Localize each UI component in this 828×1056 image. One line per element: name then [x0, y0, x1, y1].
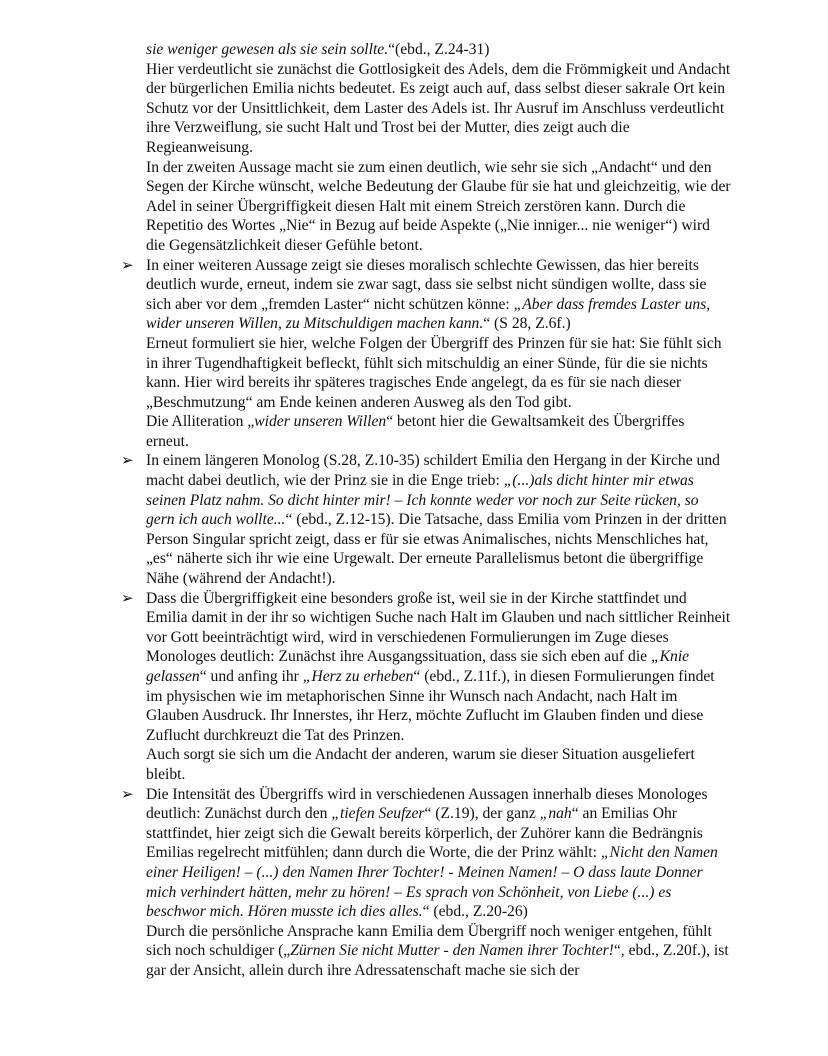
bullet-arrow-icon: ➢ [121, 451, 134, 470]
bullet-arrow-icon: ➢ [121, 784, 134, 803]
bullet-item-1-text: In einer weiteren Aussage zeigt sie dieses moralisch schlechte Gewissen, das hier bereits deutlich wurde, erneut, indem sie zwar sagt, dass sie selbst nicht sündigen wollte, dass sie sich aber vor dem „fremden Laster“ nicht schützen könne: „Aber dass fremdes Laster uns, wider unseren Willen, zu Mitschuldigen machen kann.“ (S 28, Z.6f.) [146, 256, 711, 333]
italic-quote: „Nicht den Namen einer Heiligen! – (...) den Namen Ihrer Tochter! - Meinen Namen! – O dass laute Donner mich verhindert hätten, mehr zu hören! – Es sprach von Schönheit, von Liebe (...) es beschwor mich. Hören musste ich dies alles. [146, 844, 718, 921]
bullet-item-1-paragraph-3: Die Alliteration „wider unseren Willen“ betont hier die Gewaltsamkeit des Übergriffes erneut. [146, 413, 685, 450]
document-body [121, 40, 731, 981]
bullet-arrow-icon: ➢ [121, 588, 134, 607]
bullet-arrow-icon: ➢ [121, 255, 134, 274]
bullet-item-4 [121, 785, 731, 981]
italic-quote: „nah [539, 805, 572, 823]
bullet-item-2-text: In einem längeren Monolog (S.28, Z.10-35) schildert Emilia den Hergang in der Kirche und macht dabei deutlich, wie der Prinz sie in die Enge trieb: „(...)als dicht hinter mir etwas seinen Platz nahm. So dicht hinter mir! – Ich konnte weder vor noch zur Seite rücken, so gern ich auch wollte...“ (ebd., Z.12-15). Die Tatsache, dass Emilia vom Prinzen in der dritten Person Singular spricht zeigt, dass er für sie etwas Animalisches, nichts Menschliches hat, „es“ näherte sich ihr wie eine Urgewalt. Der erneute Parallelismus betont die übergriffige Nähe (während der Andacht!). [146, 452, 727, 588]
bullet-item-4-text: Die Intensität des Übergriffs wird in verschiedenen Aussagen innerhalb dieses Monologes deutlich: Zunächst durch den „tiefen Seufzer“ (Z.19), der ganz „nah“ an Emilias Ohr stattfindet, hier zeigt sich die Gewalt bereits körperlich, der Zuhörer kann die Bedrängnis Emilias regelrecht mitfühlen; dann durch die Worte, die der Prinz wählt: „Nicht den Namen einer Heiligen! – (...) den Namen Ihrer Tochter! - Meinen Namen! – O dass laute Donner mich verhindert hätten, mehr zu hören! – Es sprach von Schönheit, von Liebe (...) es beschwor mich. Hören musste ich dies alles.“ (ebd., Z.20-26) [146, 785, 718, 921]
bullet-item-1 [121, 256, 731, 452]
italic-quote: Zürnen Sie nicht Mutter - den Namen ihrer Tochter! [290, 942, 614, 960]
italic-quote: „(...)als dicht hinter mir etwas seinen Platz nahm. So dicht hinter mir! – Ich konnte weder vor noch zur Seite rücken, so gern ich auch wollte... [146, 472, 699, 529]
analysis-paragraph-2: In der zweiten Aussage macht sie zum einen deutlich, wie sehr sie sich „Andacht“ und den Segen der Kirche wünscht, welche Bedeutung der Glaube für sie hat und gleichzeitig, wie der Adel in seiner Übergriffigkeit diesen Halt mit einem Streich zerstören kann. Durch die Repetitio des Wortes „Nie“ in Bezug auf beide Aspekte („Nie inniger... nie weniger“) wird die Gegensätzlichkeit dieser Gefühle betont. [146, 158, 731, 254]
bullet-item-1-paragraph-2: Erneut formuliert sie hier, welche Folgen der Übergriff des Prinzen für sie hat: Sie fühlt sich in ihrer Tugendhaftigkeit befleckt, fühlt sich mitschuldig an einer Sünde, für die sie nichts kann. Hier wird bereits ihr späteres tragisches Ende angelegt, da es für sie nach dieser „Beschmutzung“ am Ende keinen anderen Ausweg als den Tod gibt. [146, 334, 722, 411]
italic-quote: „Herz zu erheben [302, 668, 414, 685]
bullet-item-3-text: Dass die Übergriffigkeit eine besonders große ist, weil sie in der Kirche stattfindet und Emilia damit in der ihr so wichtigen Suche nach Halt im Glauben und nach sittlicher Reinheit vor Gott beeinträchtigt wird, wird in verschiedenen Formulierungen im Zuge dieses Monologes deutlich: Zunächst ihre Ausgangssituation, dass sie sich eben auf die „Knie gelassen“ und anfing ihr „Herz zu erheben“ (ebd., Z.11f.), in diesen Formulierungen findet im physischen wie im metaphorischen Sinne ihr Wunsch nach Andacht, nach Halt im Glauben Ausdruck. Ihr Innerstes, ihr Herz, möchte Zuflucht im Glauben finden und diese Zuflucht durchkreuzt die Tat des Prinzen. [146, 589, 731, 744]
analysis-paragraph-1: Hier verdeutlicht sie zunächst die Gottlosigkeit des Adels, dem die Frömmigkeit und Andacht der bürgerlichen Emilia nichts bedeutet. Es zeigt auch auf, dass selbst dieser sakrale Ort kein Schutz vor der Unsittlichkeit, dem Laster des Adels ist. Ihr Ausruf im Anschluss verdeutlicht ihre Verzweiflung, sie sucht Halt und Trost bei der Mutter, dies zeigt auch die Regieanweisung. [146, 60, 731, 156]
bullet-item-2 [121, 451, 731, 588]
italic-quote: „tiefen Seufzer [331, 805, 425, 823]
bullet-item-3 [121, 589, 731, 785]
quote-continuation [121, 40, 731, 60]
bullet-item-3-paragraph-2: Auch sorgt sie sich um die Andacht der anderen, warum sie dieser Situation ausgeliefert bleibt. [146, 746, 695, 783]
italic-quote: wider unseren Willen [254, 413, 387, 431]
bullet-item-4-paragraph-2: Durch die persönliche Ansprache kann Emilia dem Übergriff noch weniger entgehen, fühlt sich noch schuldiger („Zürnen Sie nicht Mutter - den Namen ihrer Tochter!“, ebd., Z.20f.), ist gar der Ansicht, allein durch ihre Adressatenschaft mache sie sich der [146, 922, 729, 979]
quote-italic: sie weniger gewesen als sie sein sollte. [146, 41, 389, 58]
italic-quote: „Aber dass fremdes Laster uns, wider unseren Willen, zu Mitschuldigen machen kann. [146, 295, 711, 333]
italic-quote: „Knie gelassen [146, 648, 690, 685]
quote-reference: “(ebd., Z.24-31) [388, 41, 490, 58]
